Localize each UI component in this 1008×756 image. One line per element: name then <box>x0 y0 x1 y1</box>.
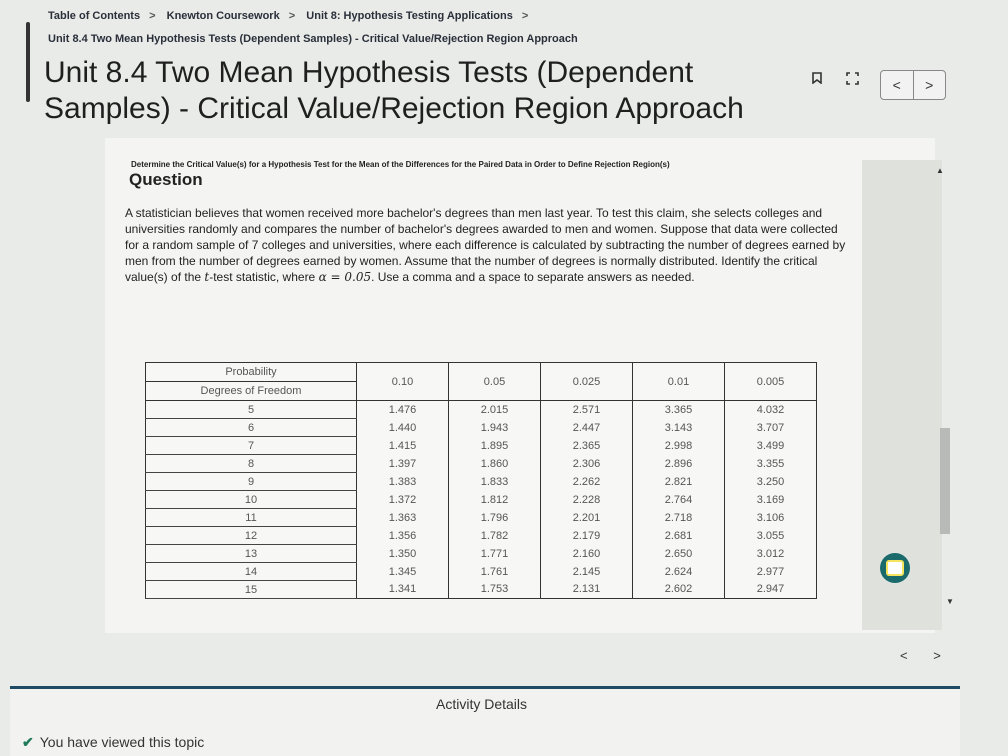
breadcrumb-separator: > <box>521 10 529 22</box>
question-label: Question <box>129 170 203 189</box>
table-row <box>146 455 817 473</box>
df-cell: 8 <box>146 455 357 473</box>
critical-value-cell: 3.707 <box>725 419 817 437</box>
df-cell: 13 <box>146 545 357 563</box>
df-cell: 10 <box>146 491 357 509</box>
critical-value-cell: 3.169 <box>725 491 817 509</box>
critical-value-cell: 3.012 <box>725 545 817 563</box>
critical-value-cell: 1.363 <box>357 509 449 527</box>
critical-value-cell: 2.015 <box>449 401 541 419</box>
table-row <box>146 437 817 455</box>
critical-value-cell: 1.812 <box>449 491 541 509</box>
critical-value-cell: 2.447 <box>541 419 633 437</box>
t-distribution-table <box>145 362 817 599</box>
table-row <box>146 563 817 581</box>
prob-header-cell: 0.10 <box>357 363 449 401</box>
critical-value-cell: 2.821 <box>633 473 725 491</box>
viewed-text: You have viewed this topic <box>39 734 205 750</box>
critical-value-cell: 1.753 <box>449 581 541 599</box>
scrollbar-thumb[interactable] <box>940 428 950 534</box>
table-row <box>146 509 817 527</box>
critical-value-cell: 1.440 <box>357 419 449 437</box>
critical-value-cell: 1.356 <box>357 527 449 545</box>
critical-value-cell: 1.350 <box>357 545 449 563</box>
critical-value-cell: 1.761 <box>449 563 541 581</box>
page-nav <box>900 648 963 663</box>
critical-value-cell: 3.499 <box>725 437 817 455</box>
critical-value-cell: 1.383 <box>357 473 449 491</box>
df-cell: 12 <box>146 527 357 545</box>
df-header: Degrees of Freedom <box>146 382 357 401</box>
critical-value-cell: 3.143 <box>633 419 725 437</box>
critical-value-cell: 1.833 <box>449 473 541 491</box>
sample-size: 7 <box>251 238 259 252</box>
activity-details-tab[interactable]: Activity Details <box>436 696 528 712</box>
critical-value-cell: 3.250 <box>725 473 817 491</box>
table-body <box>146 401 817 599</box>
df-cell: 11 <box>146 509 357 527</box>
prev-topic-button[interactable]: < <box>881 71 914 99</box>
question-text-part: A statistician believes that women received more bachelor's degrees than men last year. To test this claim, she selects colleges and universities randomly and compares the number of bachelor's degrees awarded to men and women. Suppose that data were collected for a random sample of <box>125 206 838 252</box>
question-text <box>125 205 853 285</box>
table-row <box>146 401 817 419</box>
breadcrumb <box>48 10 536 22</box>
critical-value-cell: 2.998 <box>633 437 725 455</box>
question-text-part: -test statistic, where <box>209 270 319 284</box>
topic-nav <box>880 70 946 100</box>
critical-value-cell: 1.782 <box>449 527 541 545</box>
critical-value-cell: 1.771 <box>449 545 541 563</box>
table-row <box>146 419 817 437</box>
prob-header-cell: 0.005 <box>725 363 817 401</box>
left-accent-bar <box>26 22 30 102</box>
alpha-expression: α = 0.05 <box>318 270 372 284</box>
question-text-part: . Use a comma and a space to separate answers as needed. <box>371 270 695 284</box>
breadcrumb-current: Unit 8.4 Two Mean Hypothesis Tests (Dependent Samples) - Critical Value/Rejection Region Approach <box>48 33 578 45</box>
critical-value-cell: 2.602 <box>633 581 725 599</box>
critical-value-cell: 1.397 <box>357 455 449 473</box>
df-cell: 6 <box>146 419 357 437</box>
df-cell: 15 <box>146 581 357 599</box>
critical-value-cell: 2.201 <box>541 509 633 527</box>
scroll-up-icon[interactable]: ▲ <box>936 166 944 175</box>
critical-value-cell: 3.355 <box>725 455 817 473</box>
critical-value-cell: 3.106 <box>725 509 817 527</box>
prob-header-cell: 0.05 <box>449 363 541 401</box>
critical-value-cell: 4.032 <box>725 401 817 419</box>
critical-value-cell: 2.681 <box>633 527 725 545</box>
critical-value-cell: 1.796 <box>449 509 541 527</box>
critical-value-cell: 2.977 <box>725 563 817 581</box>
prev-page-button[interactable]: < <box>900 648 908 663</box>
question-heading: Determine the Critical Value(s) for a Hypothesis Test for the Mean of the Differences for the Paired Data in Order to Define Rejection Region(s) <box>131 160 670 169</box>
checkmark-icon: ✔ <box>22 734 34 750</box>
table-row <box>146 527 817 545</box>
critical-value-cell: 1.372 <box>357 491 449 509</box>
critical-value-cell: 2.896 <box>633 455 725 473</box>
df-cell: 14 <box>146 563 357 581</box>
critical-value-cell: 1.895 <box>449 437 541 455</box>
critical-value-cell: 1.341 <box>357 581 449 599</box>
prob-header-cell: 0.01 <box>633 363 725 401</box>
critical-value-cell: 1.345 <box>357 563 449 581</box>
critical-value-cell: 2.306 <box>541 455 633 473</box>
breadcrumb-knewton-coursework[interactable]: Knewton Coursework <box>166 10 280 22</box>
page-title: Unit 8.4 Two Mean Hypothesis Tests (Dependent Samples) - Critical Value/Rejection Region Approach <box>44 56 744 125</box>
critical-value-cell: 1.415 <box>357 437 449 455</box>
probability-header: Probability <box>146 363 357 382</box>
test-statistic-symbol: t <box>204 270 210 284</box>
breadcrumb-table-of-contents[interactable]: Table of Contents <box>48 10 141 22</box>
critical-value-cell: 2.145 <box>541 563 633 581</box>
critical-value-cell: 2.131 <box>541 581 633 599</box>
critical-value-cell: 2.624 <box>633 563 725 581</box>
critical-value-cell: 2.650 <box>633 545 725 563</box>
critical-value-cell: 2.160 <box>541 545 633 563</box>
scroll-down-icon[interactable]: ▼ <box>946 597 954 606</box>
critical-value-cell: 2.262 <box>541 473 633 491</box>
critical-value-cell: 1.943 <box>449 419 541 437</box>
bookmark-icon[interactable] <box>812 72 822 87</box>
critical-value-cell: 2.718 <box>633 509 725 527</box>
table-row <box>146 545 817 563</box>
critical-value-cell: 2.764 <box>633 491 725 509</box>
fullscreen-icon[interactable] <box>846 72 859 88</box>
critical-value-cell: 2.228 <box>541 491 633 509</box>
critical-value-cell: 1.860 <box>449 455 541 473</box>
critical-value-cell: 2.179 <box>541 527 633 545</box>
critical-value-cell: 2.365 <box>541 437 633 455</box>
next-page-button[interactable]: > <box>933 648 941 663</box>
breadcrumb-separator: > <box>288 10 296 22</box>
df-cell: 5 <box>146 401 357 419</box>
chat-icon <box>886 560 904 576</box>
critical-value-cell: 2.571 <box>541 401 633 419</box>
df-cell: 7 <box>146 437 357 455</box>
table-row <box>146 581 817 599</box>
df-cell: 9 <box>146 473 357 491</box>
chat-button[interactable] <box>880 553 910 583</box>
critical-value-cell: 2.947 <box>725 581 817 599</box>
table-row <box>146 473 817 491</box>
breadcrumb-separator: > <box>149 10 156 22</box>
breadcrumb-unit-8[interactable]: Unit 8: Hypothesis Testing Applications <box>306 10 513 22</box>
next-topic-button[interactable]: > <box>925 77 934 93</box>
table-row <box>146 491 817 509</box>
critical-value-cell: 3.055 <box>725 527 817 545</box>
critical-value-cell: 1.476 <box>357 401 449 419</box>
critical-value-cell: 3.365 <box>633 401 725 419</box>
prob-header-cell: 0.025 <box>541 363 633 401</box>
question-text-part: colleges and universities, where each difference is calculated by subtracting the number of degrees earned by men from the number of degrees earned by women. Assume that the number of degrees is normally distributed. Identify the critical value(s) of the <box>125 238 846 284</box>
viewed-status <box>22 734 204 751</box>
